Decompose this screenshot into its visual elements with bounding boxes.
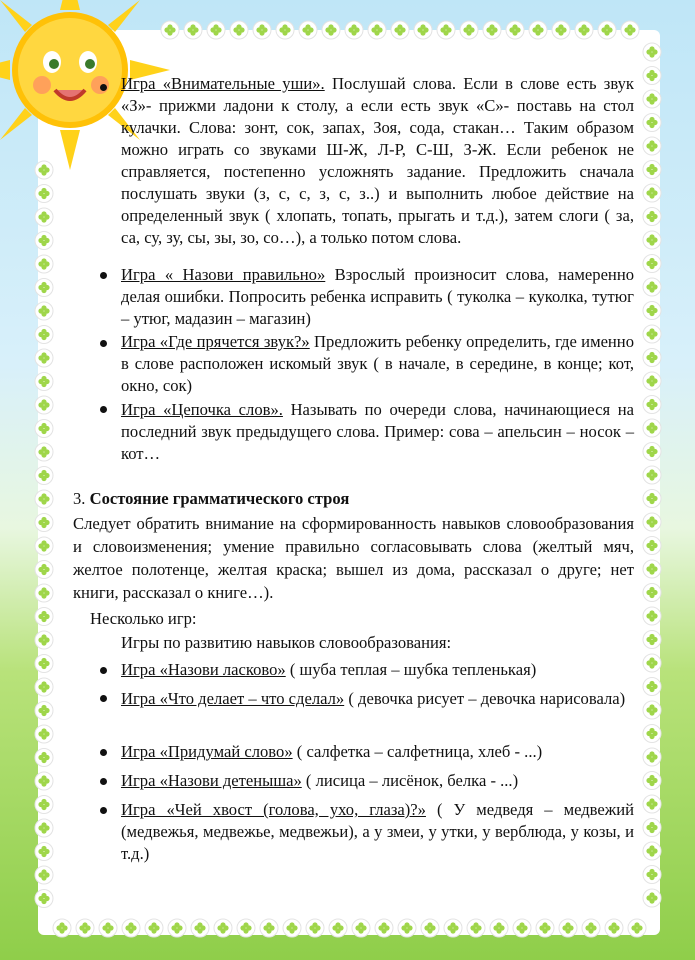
game-title: Игра « Назови правильно»	[121, 265, 326, 284]
list-item	[121, 770, 634, 792]
section-heading	[73, 488, 634, 510]
game-title: Игра «Чей хвост (голова, ухо, глаза)?»	[121, 800, 426, 819]
bullet	[100, 695, 107, 702]
game-title: Игра «Где прячется звук?»	[121, 332, 310, 351]
game-title: Игра «Назови ласково»	[121, 660, 286, 679]
game-text: ( салфетка – салфетница, хлеб - ...)	[292, 742, 543, 761]
games-intro: Несколько игр:	[90, 609, 197, 628]
list-item	[121, 331, 634, 397]
list-item	[121, 799, 634, 865]
bullet	[100, 84, 107, 91]
list-item	[121, 741, 634, 763]
bullet	[100, 340, 107, 347]
bullet	[100, 749, 107, 756]
game-text: ( шуба теплая – шубка тепленькая)	[285, 660, 537, 679]
list-item	[121, 659, 634, 681]
game-text: Послушай слова. Если в слове есть звук «З»- прижми ладони к столу, а если есть звук «С»- поставь на стол кулачки. Слова: зонт, сок, запах, Зоя, сода, стакан… Таким образом можно играть со звуками Ш-Ж, Л-Р, С-Ш, З-Ж. Если ребенок не справляется, постепенно усложнять задание. Предложить сначала послушать звуки (з, с, с, з, с, з..) и выполнить любое действие на определенный звук ( хлопать, топать, прыгать и т.д.), затем слоги ( за, са, су, зу, сы, зы, зо, со…), а только потом слова.	[121, 74, 634, 247]
game-text: Предложить ребенку определить, где именно в слове расположен искомый звук ( в начале, в середине, в конце; кот, окно, сок)	[121, 332, 634, 395]
section-number: 3.	[73, 489, 86, 508]
list-item	[121, 399, 634, 465]
section-paragraph: Следует обратить внимание на сформированность навыков словообразования и словоизменения; умение правильно согласовывать слова (желтый мяч, желтое полотенце, желтая краска; вышел из дома, рассказал о друге; нет книги, рассказал о книге…).	[73, 514, 634, 602]
list-item	[121, 73, 634, 249]
game-title: Игра «Внимательные уши».	[121, 74, 325, 93]
list-item	[121, 688, 634, 710]
game-text: ( У медведя – медвежий (медвежья, медвежье, медвежьи), а у змеи, у утки, у верблюда, у козы, и т.д.)	[121, 800, 634, 863]
bullet	[100, 667, 107, 674]
game-text: Называть по очереди слова, начинающиеся на последний звук предыдущего слова. Пример: сова – апельсин – носок – кот…	[121, 400, 634, 463]
game-title: Игра «Что делает – что сделал»	[121, 689, 345, 708]
game-text: Взрослый произносит слова, намеренно делая ошибки. Попросить ребенка исправить ( туколка – куколка, тутюг – утюг, мадазин – магазин)	[121, 265, 634, 328]
list-item	[121, 264, 634, 330]
game-title: Игра «Придумай слово»	[121, 742, 293, 761]
bullet	[100, 406, 107, 413]
bullet	[100, 778, 107, 785]
games-subtitle: Игры по развитию навыков словообразования:	[121, 633, 452, 652]
game-title: Игра «Назови детеныша»	[121, 771, 302, 790]
bullet	[100, 807, 107, 814]
game-text: ( лисица – лисёнок, белка - ...)	[301, 771, 519, 790]
bullet	[100, 272, 107, 279]
section-title: Состояние грамматического строя	[89, 489, 350, 508]
game-text: ( девочка рисует – девочка нарисовала)	[344, 689, 626, 708]
game-title: Игра «Цепочка слов».	[121, 400, 283, 419]
